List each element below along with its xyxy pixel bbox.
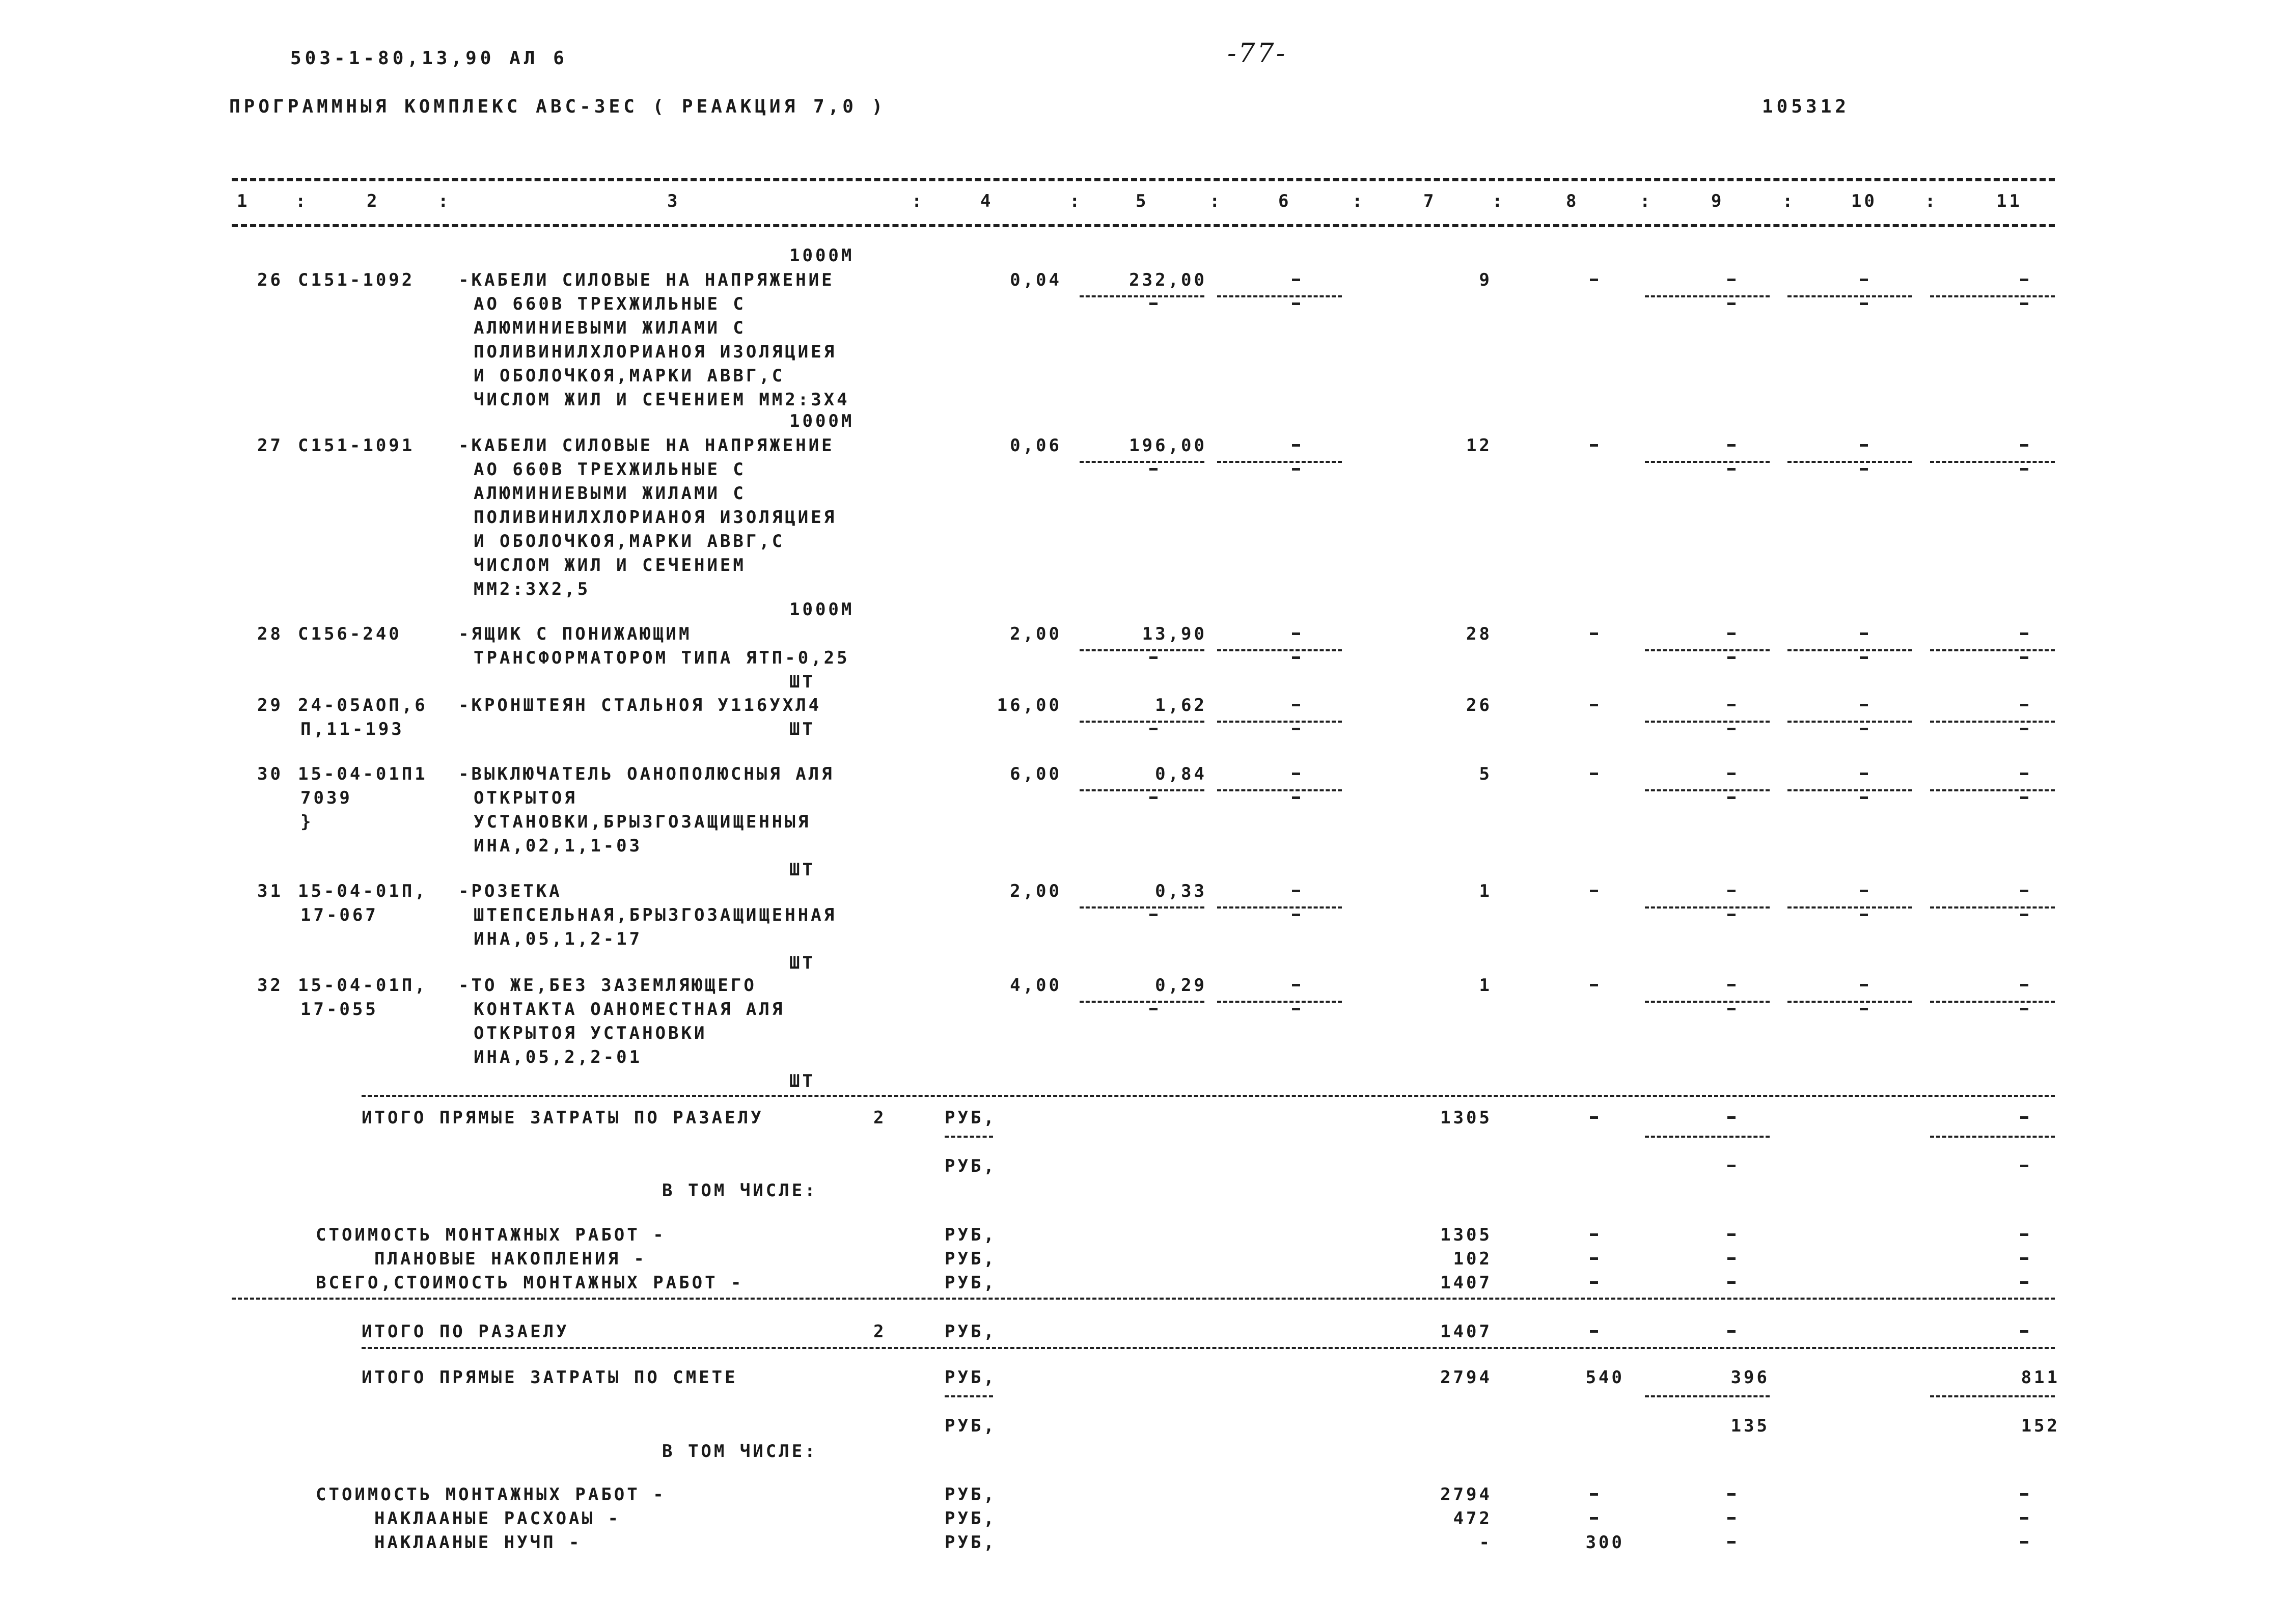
column-9-value xyxy=(1727,773,1736,775)
quantity: 2,00 xyxy=(1010,624,1062,644)
column-9-sub-value xyxy=(1727,914,1736,916)
column-6-subrule xyxy=(1217,789,1342,791)
direct-costs-section-section: 2 xyxy=(873,1108,887,1128)
install-cost-column-8 xyxy=(1590,1233,1598,1236)
column-9-value xyxy=(1727,890,1736,892)
column-10-sub-value xyxy=(1860,728,1868,730)
column-header-7: 7 xyxy=(1423,191,1437,211)
column-9-sub-value xyxy=(1727,728,1736,730)
item-description: ИНА,05,2,2-01 xyxy=(474,1047,643,1067)
column-11-sub-value xyxy=(2020,796,2028,799)
column-9-sub-value xyxy=(1727,796,1736,799)
column-separator: : xyxy=(438,191,451,211)
overhead-column-9 xyxy=(1727,1517,1736,1520)
total-install-column-8 xyxy=(1590,1281,1598,1284)
rate-code: С151-1092 xyxy=(298,270,415,290)
item-description: -ЯЩИК С ПОНИЖАЮЩИМ xyxy=(458,624,692,644)
column-11-subrule xyxy=(1930,721,2055,723)
total-install-column-11 xyxy=(2020,1281,2028,1284)
column-9-sub-value xyxy=(1727,468,1736,471)
column-7-value: 9 xyxy=(1479,270,1492,290)
column-8-value xyxy=(1590,773,1598,775)
column-9-value xyxy=(1727,704,1736,706)
column-11-subrule xyxy=(1930,1136,2055,1138)
item-description: ЧИСЛОМ ЖИЛ И СЕЧЕНИЕМ xyxy=(474,555,746,575)
doc-code: 503-1-80,13,90 АЛ 6 xyxy=(290,48,568,69)
total-install-label: ВСЕГО,СТОИМОСТЬ МОНТАЖНЫХ РАБОТ - xyxy=(316,1273,744,1293)
item-description: ОТКРЫТОЯ УСТАНОВКИ xyxy=(474,1023,707,1043)
column-11-value xyxy=(2020,704,2028,706)
rate-code: 17-055 xyxy=(300,999,378,1020)
install-cost-2-unit: РУБ, xyxy=(945,1484,997,1505)
column-9-subrule xyxy=(1645,1136,1770,1138)
overhead-nuchp-label: НАКЛААНЫЕ НУЧП - xyxy=(374,1532,582,1553)
column-8-value xyxy=(1590,984,1598,986)
column-10-sub-value xyxy=(1860,914,1868,916)
section-total-column-8 xyxy=(1590,1330,1598,1333)
section-total-unit: РУБ, xyxy=(945,1322,997,1342)
column-7-value: 5 xyxy=(1479,764,1492,784)
column-5-sub-value xyxy=(1149,796,1158,799)
direct-costs-section-column-9 xyxy=(1727,1116,1736,1119)
rate-code: 15-04-01П, xyxy=(298,975,428,996)
column-header-8: 8 xyxy=(1566,191,1579,211)
column-10-value xyxy=(1860,773,1868,775)
direct-costs-estimate-unit: РУБ, xyxy=(945,1367,997,1388)
column-7-value: 1 xyxy=(1479,881,1492,901)
column-separator: : xyxy=(1925,191,1938,211)
overhead-nuchp-column-11 xyxy=(2020,1541,2028,1544)
install-cost-unit: РУБ, xyxy=(945,1225,997,1245)
column-header-3: 3 xyxy=(667,191,680,211)
column-9-value xyxy=(1727,279,1736,281)
rate-code: 24-05АОП,6 xyxy=(298,695,428,715)
column-8-value xyxy=(1590,444,1598,447)
item-description: АО 660В ТРЕХЖИЛЬНЫЕ С xyxy=(474,459,746,480)
column-11-subrule xyxy=(1930,1395,2055,1397)
column-10-subrule xyxy=(1787,1001,1912,1003)
column-separator: : xyxy=(1209,191,1223,211)
direct-costs-section-unit: РУБ, xyxy=(945,1108,997,1128)
item-description: ИНА,05,1,2-17 xyxy=(474,929,643,949)
item-description: АЛЮМИНИЕВЫМИ ЖИЛАМИ С xyxy=(474,318,746,338)
column-9-sub-value xyxy=(1727,1008,1736,1010)
item-description: ПОЛИВИНИЛХЛОРИАНОЯ ИЗОЛЯЦИЕЯ xyxy=(474,342,837,362)
column-10-subrule xyxy=(1787,789,1912,791)
row-number: 30 xyxy=(257,764,283,784)
column-10-sub-value xyxy=(1860,656,1868,659)
item-description: АО 660В ТРЕХЖИЛЬНЫЕ С xyxy=(474,294,746,314)
column-9-value xyxy=(1727,984,1736,986)
column-6-sub-value xyxy=(1292,468,1300,471)
direct-costs-estimate-column-7: 2794 xyxy=(1440,1367,1492,1388)
item-description: ММ2:3Х2,5 xyxy=(474,579,591,599)
planned-savings-column-8 xyxy=(1590,1257,1598,1260)
column-11-subrule xyxy=(1930,789,2055,791)
quantity: 6,00 xyxy=(1010,764,1062,784)
column-10-sub-value xyxy=(1860,468,1868,471)
column-11-value xyxy=(2020,444,2028,447)
column-5-subrule xyxy=(1080,906,1204,909)
column-7-value: 1 xyxy=(1479,975,1492,996)
unit-price: 0,84 xyxy=(1155,764,1207,784)
item-description: И ОБОЛОЧКОЯ,МАРКИ АВВГ,С xyxy=(474,366,785,386)
column-10-value xyxy=(1860,704,1868,706)
column-5-sub-value xyxy=(1149,1008,1158,1010)
direct-costs-section-column-9-b xyxy=(1727,1165,1736,1167)
doc-number: 105312 xyxy=(1762,96,1850,117)
column-5-sub-value xyxy=(1149,656,1158,659)
direct-costs-estimate-column-11-b: 152 xyxy=(2021,1416,2060,1436)
unit-label: ШТ xyxy=(789,953,815,973)
column-11-subrule xyxy=(1930,461,2055,463)
column-6-subrule xyxy=(1217,906,1342,909)
column-header-11: 11 xyxy=(1996,191,2022,211)
unit-price: 13,90 xyxy=(1142,624,1207,644)
column-5-sub-value xyxy=(1149,302,1158,305)
column-9-subrule xyxy=(1645,789,1770,791)
row-number: 28 xyxy=(257,624,283,644)
column-9-subrule xyxy=(1645,461,1770,463)
rate-code: } xyxy=(300,812,314,832)
including-label-2: В ТОМ ЧИСЛЕ: xyxy=(662,1441,818,1462)
unit-subrule xyxy=(945,1136,993,1138)
quantity: 16,00 xyxy=(997,695,1062,715)
column-11-subrule xyxy=(1930,295,2055,297)
item-description: -КАБЕЛИ СИЛОВЫЕ НА НАПРЯЖЕНИЕ xyxy=(458,435,835,456)
column-9-subrule xyxy=(1645,295,1770,297)
item-description: -ВЫКЛЮЧАТЕЛЬ ОАНОПОЛЮСНЫЯ АЛЯ xyxy=(458,764,835,784)
install-cost-2-column-11 xyxy=(2020,1493,2028,1496)
column-10-subrule xyxy=(1787,295,1912,297)
direct-costs-section-unit-2: РУБ, xyxy=(945,1156,997,1176)
overhead-column-11 xyxy=(2020,1517,2028,1520)
direct-costs-section-label: ИТОГО ПРЯМЫЕ ЗАТРАТЫ ПО РАЗАЕЛУ xyxy=(362,1108,764,1128)
overhead-nuchp-column-7: - xyxy=(1479,1532,1492,1553)
item-description: АЛЮМИНИЕВЫМИ ЖИЛАМИ С xyxy=(474,483,746,504)
column-separator: : xyxy=(1069,191,1083,211)
column-10-subrule xyxy=(1787,461,1912,463)
column-separator: : xyxy=(1352,191,1365,211)
column-separator: : xyxy=(912,191,925,211)
planned-savings-label: ПЛАНОВЫЕ НАКОПЛЕНИЯ - xyxy=(374,1249,647,1269)
totals-mid-rule xyxy=(232,1298,2055,1300)
column-10-value xyxy=(1860,279,1868,281)
planned-savings-column-11 xyxy=(2020,1257,2028,1260)
column-header-9: 9 xyxy=(1711,191,1724,211)
direct-costs-section-column-8 xyxy=(1590,1116,1598,1119)
column-6-sub-value xyxy=(1292,656,1300,659)
column-6-subrule xyxy=(1217,295,1342,297)
column-11-value xyxy=(2020,890,2028,892)
column-8-value xyxy=(1590,704,1598,706)
item-description: -ТО ЖЕ,БЕЗ ЗАЗЕМЛЯЮЩЕГО xyxy=(458,975,757,996)
install-cost-2-column-7: 2794 xyxy=(1440,1484,1492,1505)
unit-subrule xyxy=(945,1395,993,1397)
row-number: 31 xyxy=(257,881,283,901)
column-5-subrule xyxy=(1080,789,1204,791)
total-install-column-9 xyxy=(1727,1281,1736,1284)
column-11-sub-value xyxy=(2020,728,2028,730)
column-separator: : xyxy=(1640,191,1653,211)
column-9-subrule xyxy=(1645,906,1770,909)
item-description: ШТЕПСЕЛЬНАЯ,БРЫЗГОЗАЩИЩЕННАЯ xyxy=(474,905,837,925)
column-header-2: 2 xyxy=(367,191,380,211)
column-5-subrule xyxy=(1080,721,1204,723)
column-10-value xyxy=(1860,890,1868,892)
planned-savings-column-9 xyxy=(1727,1257,1736,1260)
install-cost-2-label: СТОИМОСТЬ МОНТАЖНЫХ РАБОТ - xyxy=(316,1484,666,1505)
planned-savings-unit: РУБ, xyxy=(945,1249,997,1269)
column-5-subrule xyxy=(1080,461,1204,463)
column-9-subrule xyxy=(1645,1395,1770,1397)
table-top-rule xyxy=(232,178,2055,181)
column-6-subrule xyxy=(1217,1001,1342,1003)
column-header-6: 6 xyxy=(1278,191,1291,211)
direct-costs-estimate-label: ИТОГО ПРЯМЫЕ ЗАТРАТЫ ПО СМЕТЕ xyxy=(362,1367,738,1388)
column-11-subrule xyxy=(1930,1001,2055,1003)
direct-costs-estimate-column-9-b: 135 xyxy=(1730,1416,1770,1436)
column-10-subrule xyxy=(1787,721,1912,723)
direct-costs-estimate-column-11: 811 xyxy=(2021,1367,2060,1388)
overhead-column-8 xyxy=(1590,1517,1598,1520)
rate-code: 15-04-01П, xyxy=(298,881,428,901)
unit-price: 196,00 xyxy=(1129,435,1207,456)
column-5-subrule xyxy=(1080,649,1204,651)
quantity: 2,00 xyxy=(1010,881,1062,901)
column-9-subrule xyxy=(1645,721,1770,723)
column-10-subrule xyxy=(1787,649,1912,651)
column-9-sub-value xyxy=(1727,302,1736,305)
column-11-sub-value xyxy=(2020,656,2028,659)
column-6-sub-value xyxy=(1292,1008,1300,1010)
item-description: УСТАНОВКИ,БРЫЗГОЗАЩИЩЕННЫЯ xyxy=(474,812,811,832)
column-9-subrule xyxy=(1645,1001,1770,1003)
including-label: В ТОМ ЧИСЛЕ: xyxy=(662,1180,818,1201)
totals-top-rule xyxy=(362,1095,2055,1097)
column-separator: : xyxy=(295,191,309,211)
unit-label: ШТ xyxy=(789,860,815,880)
item-description: ПОЛИВИНИЛХЛОРИАНОЯ ИЗОЛЯЦИЕЯ xyxy=(474,507,837,528)
row-number: 27 xyxy=(257,435,283,456)
column-11-value xyxy=(2020,984,2028,986)
column-10-sub-value xyxy=(1860,302,1868,305)
column-11-subrule xyxy=(1930,906,2055,909)
column-10-value xyxy=(1860,444,1868,447)
section-total-column-9 xyxy=(1727,1330,1736,1333)
rate-code: С156-240 xyxy=(298,624,402,644)
unit-label: ШТ xyxy=(789,1071,815,1091)
column-6-subrule xyxy=(1217,649,1342,651)
unit-label: 1000М xyxy=(789,245,855,266)
total-install-unit: РУБ, xyxy=(945,1273,997,1293)
rate-code: 7039 xyxy=(300,788,352,808)
column-11-subrule xyxy=(1930,649,2055,651)
direct-costs-section-column-11 xyxy=(2020,1116,2028,1119)
install-cost-column-7: 1305 xyxy=(1440,1225,1492,1245)
column-header-4: 4 xyxy=(980,191,994,211)
column-8-value xyxy=(1590,632,1598,635)
rate-code: П,11-193 xyxy=(300,719,404,739)
column-5-sub-value xyxy=(1149,468,1158,471)
row-number: 29 xyxy=(257,695,283,715)
rate-code: С151-1091 xyxy=(298,435,415,456)
section-total-column-7: 1407 xyxy=(1440,1322,1492,1342)
column-6-sub-value xyxy=(1292,302,1300,305)
column-11-sub-value xyxy=(2020,1008,2028,1010)
column-10-sub-value xyxy=(1860,1008,1868,1010)
unit-label: ШТ xyxy=(789,719,815,739)
column-5-subrule xyxy=(1080,1001,1204,1003)
unit-price: 0,29 xyxy=(1155,975,1207,996)
overhead-label: НАКЛААНЫЕ РАСХОАЫ - xyxy=(374,1508,621,1529)
item-description: КОНТАКТА ОАНОМЕСТНАЯ АЛЯ xyxy=(474,999,785,1020)
column-header-10: 10 xyxy=(1851,191,1877,211)
unit-price: 232,00 xyxy=(1129,270,1207,290)
section-total-column-11 xyxy=(2020,1330,2028,1333)
overhead-nuchp-column-9 xyxy=(1727,1541,1736,1544)
column-separator: : xyxy=(1492,191,1505,211)
item-description: -РОЗЕТКА xyxy=(458,881,562,901)
page-number: -77- xyxy=(1227,38,1287,69)
header-bottom-rule xyxy=(232,224,2055,227)
unit-label: 1000М xyxy=(789,411,855,431)
install-cost-label: СТОИМОСТЬ МОНТАЖНЫХ РАБОТ - xyxy=(316,1225,666,1245)
install-cost-column-9 xyxy=(1727,1233,1736,1236)
column-6-subrule xyxy=(1217,461,1342,463)
column-6-subrule xyxy=(1217,721,1342,723)
item-description: -КРОНШТЕЯН СТАЛЬНОЯ У116УХЛ4 xyxy=(458,695,822,715)
column-header-1: 1 xyxy=(237,191,250,211)
planned-savings-column-7: 102 xyxy=(1453,1249,1492,1269)
overhead-unit: РУБ, xyxy=(945,1508,997,1529)
install-cost-2-column-9 xyxy=(1727,1493,1736,1496)
row-number: 26 xyxy=(257,270,283,290)
item-description: ЧИСЛОМ ЖИЛ И СЕЧЕНИЕМ ММ2:3Х4 xyxy=(474,390,850,410)
section-total-section: 2 xyxy=(873,1322,887,1342)
column-11-value xyxy=(2020,632,2028,635)
item-description: И ОБОЛОЧКОЯ,МАРКИ АВВГ,С xyxy=(474,531,785,552)
column-10-sub-value xyxy=(1860,796,1868,799)
column-11-sub-value xyxy=(2020,302,2028,305)
column-10-value xyxy=(1860,984,1868,986)
item-description: -КАБЕЛИ СИЛОВЫЕ НА НАПРЯЖЕНИЕ xyxy=(458,270,835,290)
direct-costs-section-column-11-b xyxy=(2020,1165,2028,1167)
quantity: 4,00 xyxy=(1010,975,1062,996)
column-7-value: 28 xyxy=(1466,624,1492,644)
column-11-value xyxy=(2020,279,2028,281)
column-9-value xyxy=(1727,444,1736,447)
quantity: 0,06 xyxy=(1010,435,1062,456)
column-10-value xyxy=(1860,632,1868,635)
column-11-sub-value xyxy=(2020,914,2028,916)
column-8-value xyxy=(1590,279,1598,281)
column-9-value xyxy=(1727,632,1736,635)
item-description: ИНА,02,1,1-03 xyxy=(474,836,643,856)
totals-mid-rule-2 xyxy=(362,1347,2055,1349)
column-5-sub-value xyxy=(1149,728,1158,730)
overhead-column-7: 472 xyxy=(1453,1508,1492,1529)
column-header-5: 5 xyxy=(1136,191,1149,211)
column-6-sub-value xyxy=(1292,796,1300,799)
column-separator: : xyxy=(1782,191,1796,211)
column-10-subrule xyxy=(1787,906,1912,909)
quantity: 0,04 xyxy=(1010,270,1062,290)
column-5-subrule xyxy=(1080,295,1204,297)
section-total-label: ИТОГО ПО РАЗАЕЛУ xyxy=(362,1322,569,1342)
column-7-value: 12 xyxy=(1466,435,1492,456)
unit-label: ШТ xyxy=(789,672,815,692)
item-description: ОТКРЫТОЯ xyxy=(474,788,577,808)
overhead-nuchp-unit: РУБ, xyxy=(945,1532,997,1553)
column-5-sub-value xyxy=(1149,914,1158,916)
install-cost-2-column-8 xyxy=(1590,1493,1598,1496)
direct-costs-estimate-column-8: 540 xyxy=(1585,1367,1625,1388)
column-8-value xyxy=(1590,890,1598,892)
column-11-sub-value xyxy=(2020,468,2028,471)
direct-costs-section-column-7: 1305 xyxy=(1440,1108,1492,1128)
column-6-sub-value xyxy=(1292,728,1300,730)
row-number: 32 xyxy=(257,975,283,996)
program-title: ПРОГРАММНЫЯ КОМПЛЕКС АВС-ЗЕС ( РЕААКЦИЯ 7,0 ) xyxy=(229,96,887,117)
rate-code: 15-04-01П1 xyxy=(298,764,428,784)
direct-costs-estimate-unit-2: РУБ, xyxy=(945,1416,997,1436)
column-9-subrule xyxy=(1645,649,1770,651)
column-6-sub-value xyxy=(1292,914,1300,916)
column-7-value: 26 xyxy=(1466,695,1492,715)
total-install-column-7: 1407 xyxy=(1440,1273,1492,1293)
unit-label: 1000М xyxy=(789,599,855,620)
install-cost-column-11 xyxy=(2020,1233,2028,1236)
direct-costs-estimate-column-9: 396 xyxy=(1730,1367,1770,1388)
column-9-sub-value xyxy=(1727,656,1736,659)
unit-price: 0,33 xyxy=(1155,881,1207,901)
unit-price: 1,62 xyxy=(1155,695,1207,715)
overhead-nuchp-column-8: 300 xyxy=(1585,1532,1625,1553)
rate-code: 17-067 xyxy=(300,905,378,925)
item-description: ТРАНСФОРМАТОРОМ ТИПА ЯТП-0,25 xyxy=(474,648,850,668)
column-11-value xyxy=(2020,773,2028,775)
